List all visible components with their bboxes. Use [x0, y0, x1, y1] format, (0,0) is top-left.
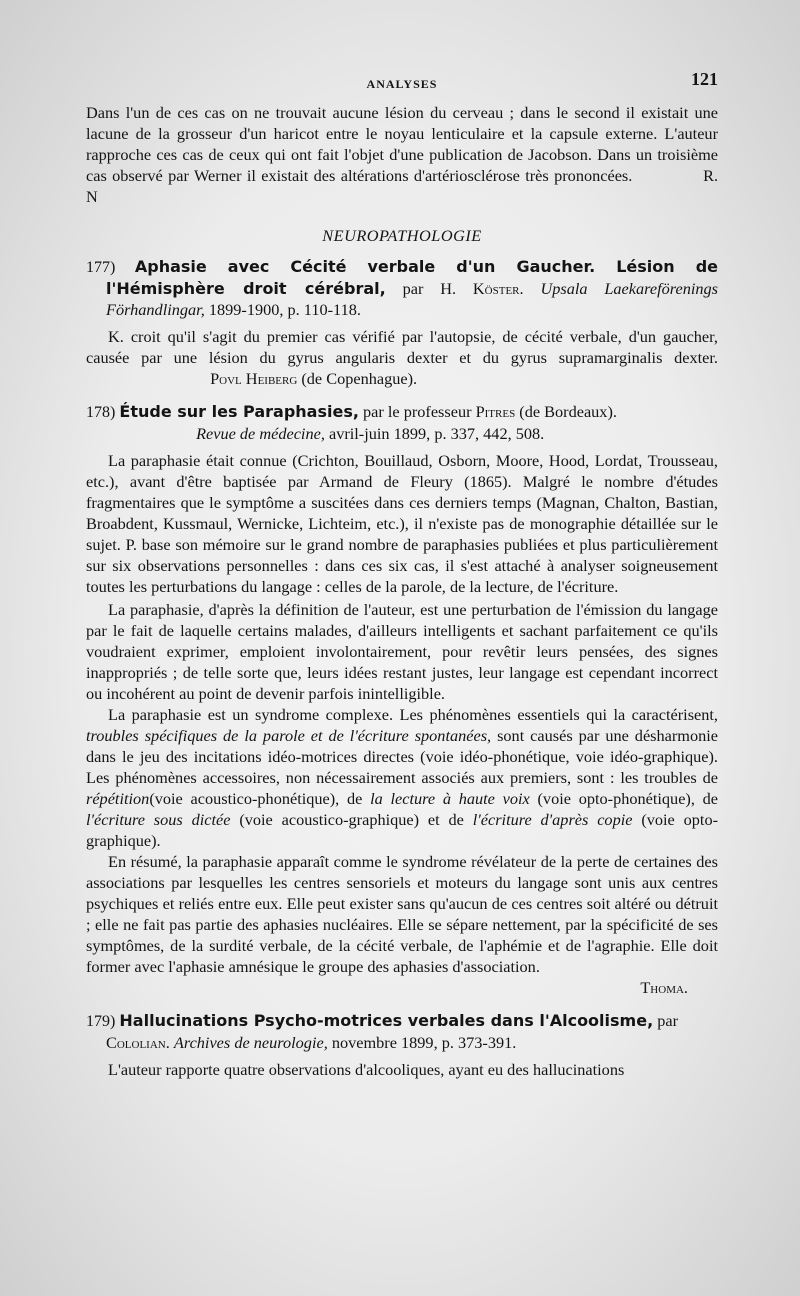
entry-178-paragraph-2: La paraphasie, d'après la définition de l'auteur, est une perturbation de l'émission du langage par le fait de laquelle certains malades, d'ailleurs intelligents et sachant parfaitement ce qu'ils voudraient exprimer, emploient involontairement, pour revêtir leurs pensées, des signes inappropriés ; de telle sorte que, leurs idées restant justes, leur langage est cependant incorrect ou incohérent au point de devenir parfois inintelligible. — [86, 600, 718, 703]
entry-journal: Revue de médecine, — [196, 424, 325, 443]
intro-signature: R. N — [86, 166, 719, 206]
entry-number: 178) — [86, 404, 116, 421]
text-run: (voie acoustico-phonétique), de — [149, 789, 363, 808]
entry-title: Étude sur les Paraphasies, — [119, 402, 359, 421]
entry-by: par H. — [402, 279, 457, 298]
entry-178-heading — [86, 401, 718, 444]
entry-178-paragraph-4: En résumé, la paraphasie apparaît comme le syndrome révélateur de la perte de certaines des associations par lesquelles les centres sensoriels et moteurs du langage sont unis aux centres psychiques et reliés entre eux. Elle peut exister sans qu'aucun de ces centres soit altéré ou détruit ; elle ne fait pas partie des aphasies nucléaires. Elle se sépare nettement, par la spécificité de ses symptômes, de la surdité verbale, de la cécité verbale, de l'aphémie et de l'agraphie. Elle doit former avec l'aphasie amnésique le groupe des aphasies d'association. — [86, 852, 718, 976]
entry-body-text: K. croit qu'il s'agit du premier cas vérifié par l'autopsie, de cécité verbale, d'un gaucher, causée par une lésion du gyrus angularis dexter et du gyrus supramarginalis dexter. — [86, 327, 718, 367]
text-run: (voie acoustico-graphique) et de — [239, 810, 464, 829]
entry-179-body: L'auteur rapporte quatre observations d'alcooliques, ayant eu des hallucinations — [108, 1060, 625, 1079]
italic-run: la lecture à haute voix — [370, 789, 530, 808]
text-run: La paraphasie est un syndrome complexe. Les phénomènes essentiels qui la caractérisent, — [108, 705, 718, 724]
section-title: NEUROPATHOLOGIE — [322, 226, 482, 245]
entry-177-heading — [86, 256, 718, 320]
page-number: 121 — [691, 69, 718, 89]
running-title: ANALYSES — [366, 77, 438, 91]
italic-run: troubles spécifiques de la parole et de l'écriture spontanées, — [86, 726, 492, 745]
entry-number: 177) — [86, 259, 116, 276]
entry-pages: 1899-1900, p. 110-118. — [208, 300, 361, 319]
page-header — [86, 60, 718, 91]
entry-pages: avril-juin 1899, p. 337, 442, 508. — [328, 424, 545, 443]
entry-by: par le professeur — [363, 402, 472, 421]
entry-by: par — [657, 1011, 679, 1030]
entry-signature-name: Povl Heiberg — [210, 369, 298, 388]
text-column — [86, 60, 718, 1080]
entry-author: Cololian. — [106, 1033, 170, 1052]
entry-178-paragraph-3 — [86, 704, 718, 851]
entry-place: (de Bordeaux). — [519, 402, 617, 421]
entry-signature-place: (de Copenhague). — [301, 369, 418, 388]
entry-178-paragraph-1: La paraphasie était connue (Crichton, Bouillaud, Osborn, Moore, Hood, Lordat, Trousseau, etc.), avant d'être baptisée par Armand de Fleury (1865). Malgré le nombre d'études fragmentaires que le symptôme a suscitées dans ces derniers temps (Magnan, Chalton, Bastian, Broabdent, Kussmaul, Wernicke, Lichteim, etc.), il n'existe pas de monographie détaillée sur le sujet. P. base son mémoire sur le grand nombre de paraphasies publiées et plus particulièrement sur six observations personnelles : dans ces six cas, il s'est attaché à analyser soigneusement toutes les perturbations du langage : celles de la parole, de la lecture, de l'écriture. — [86, 451, 718, 596]
entry-title: Hallucinations Psycho-motrices verbales dans l'Alcoolisme, — [119, 1011, 654, 1030]
italic-run: répétition — [86, 789, 150, 808]
entry-pages: novembre 1899, p. 373-391. — [331, 1033, 517, 1052]
entry-title: Aphasie avec Cécité verbale d'un Gaucher. Lésion de l'Hémisphère droit cérébral, — [106, 257, 718, 298]
text-run: sont causés par une désharmonie dans le jeu des incitations idéo-motrices directes (voie idéo-phonétique, voie idéo-graphique). Les phénomènes accessoires, non nécessairement associés aux premiers, sont : les troubles de — [86, 726, 718, 787]
entry-178-signature: Thoma. — [640, 978, 688, 997]
entry-179-heading — [86, 1010, 718, 1053]
italic-run: l'écriture sous dictée — [86, 810, 231, 829]
text-run: (voie opto-graphique). — [86, 810, 719, 850]
text-run: (voie opto-phonétique), de — [537, 789, 719, 808]
entry-journal: Archives de neurologie, — [173, 1033, 328, 1052]
intro-paragraph — [86, 102, 718, 207]
entry-number: 179) — [86, 1013, 116, 1030]
intro-text: Dans l'un de ces cas on ne trouvait aucune lésion du cerveau ; dans le second il existait une lacune de la grosseur d'un haricot entre le noyau lenticulaire et la capsule externe. L'auteur rapproche ces cas de ceux qui ont fait l'objet d'une publication de Jacobson. Dans un troisième cas observé par Werner il existait des altérations d'artériosclérose très prononcées. — [86, 103, 718, 185]
entry-author: Pitres — [475, 402, 516, 421]
entry-177-body — [86, 326, 718, 389]
entry-journal: Upsala Laekareförenings Förhandlingar, — [106, 279, 718, 319]
italic-run: l'écriture d'après copie — [472, 810, 633, 829]
entry-author: Köster. — [472, 279, 524, 298]
